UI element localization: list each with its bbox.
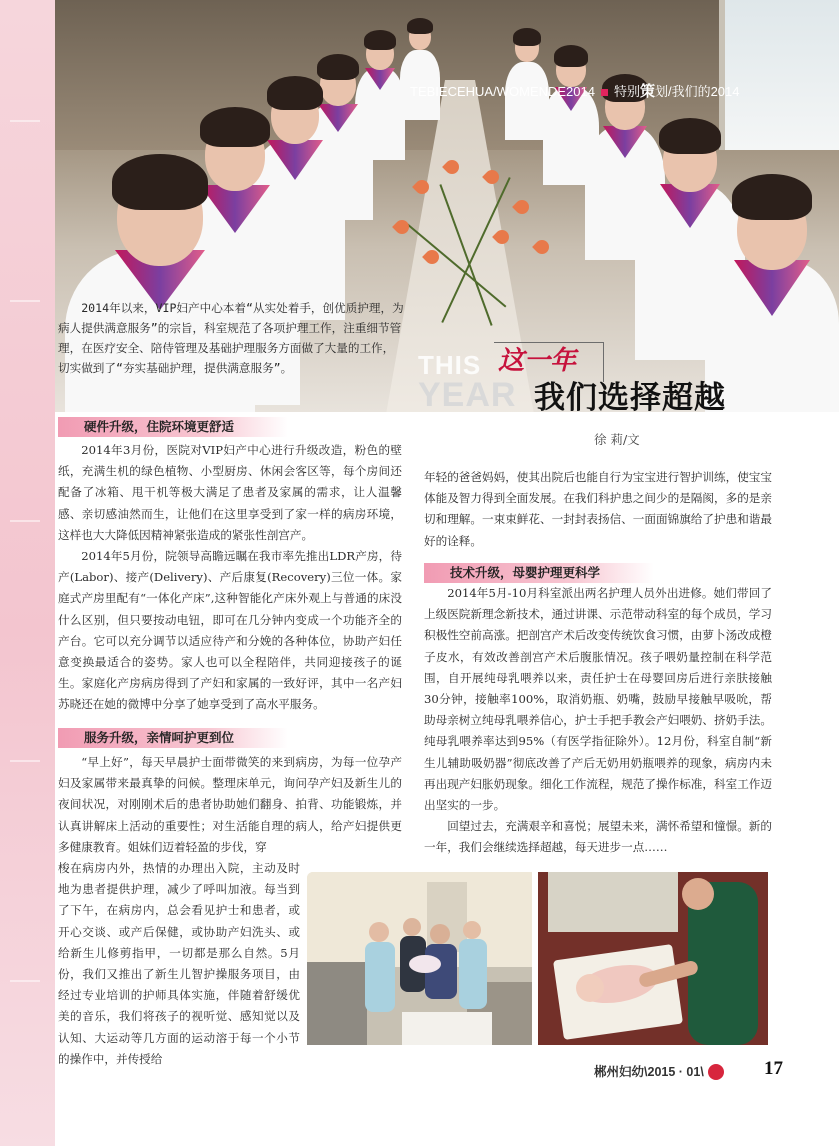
hardware-paragraph-1: 2014年3月份，医院对VIP妇产中心进行升级改造，粉色的壁纸，充满生机的绿色植物、小型厨房、休闲会客区等，每个房间还配备了冰箱、甩干机等极大满足了患者及家属的需求，让人温馨感、亲切感油然而生，让他们在这里享受到了家一样的病房环境，这样也大大降低因精神紧张造成的紧张性剖宫产。 — [58, 443, 402, 542]
journal-logo-icon — [708, 1064, 724, 1080]
section-heading-technology: 技术升级，母婴护理更科学 — [424, 563, 654, 583]
section-tag-en: TEBIECEHUA/WOMENDE2014 — [410, 84, 595, 99]
article-title — [418, 340, 828, 418]
hardware-paragraph-2: 2014年5月份，院领导高瞻远瞩在我市率先推出LDR产房，待产(Labor)、接产(Delivery)、产后康复(Recovery)三位一体。家庭式产房里配有“一体化产床”,这种智能化产床外观上与普通的床没什么区别，但只要按动电钮，即可在几分钟内变成一个功能齐全的产台。它可以充分调节以适应待产和分娩的各种体位，协助产妇任意变换最适合的姿势。家人也可以全程陪伴，共同迎接孩子的诞生。家庭化产房病房得到了产妇和家属的一致好评，其中一名产妇苏晓还在她的微博中分享了她享受到了高水平服务。 — [58, 549, 402, 712]
journal-name: 郴州妇幼 — [594, 1065, 645, 1079]
section-heading-hardware: 硬件升级，住院环境更舒适 — [58, 417, 288, 437]
section-heading-service: 服务升级，亲情呵护更到位 — [58, 728, 288, 748]
intro-text: 2014年以来，VIP妇产中心本着“从实处着手，创优质护理，为病人提供满意服务”的宗旨，科室规范了各项护理工作，注重细节管理，在医疗安全、陪侍管理及基础护理服务方面做了大量的工作，切实做到了“夯实基础护理，提供满意服务”。 — [58, 301, 404, 375]
technology-paragraph-2: 回望过去，充满艰辛和喜悦；展望未来，满怀希望和憧憬。新的一年，我们会继续选择超越，每天进步一点…… — [424, 819, 772, 855]
title-brush-text: 这一年 — [498, 346, 577, 376]
service-paragraph-2: 梭在病房内外，热情的办理出入院，主动及时地为患者提供护理，减少了呼叫加液。每当到了下午，在病房内，总会看见护士和患者，或开心交谈、或产后保健，或协助产妇洗头、或给新生儿修剪指甲，一切都是那么自然。5月份，我们又推出了新生儿智护操服务项目，由经过专业培训的护师具体实施，伴随着舒缓优美的音乐，我们将孩子的视听觉、感知觉以及认知、大运动等几方面的运动溶于每一个小节的操作中，并传授给 — [58, 861, 300, 1066]
right-column-part2 — [424, 583, 772, 859]
left-column-part2 — [58, 752, 402, 858]
intro-paragraph-block — [58, 298, 404, 378]
page-number: 17 — [764, 1058, 783, 1079]
title-year: YEAR — [418, 376, 517, 414]
section-tag-cn-suffix: 划/我们的2014 — [654, 84, 740, 99]
title-this: THIS — [418, 350, 482, 380]
service-paragraph-1: “早上好”，每天早晨护士面带微笑的来到病房，为每一位孕产妇及家属带来最真挚的问候。整理床单元，询问孕产妇及新生儿的夜间状况，对刚刚术后的患者协助她们翻身、拍背、功能锻炼，并认真讲解床上活动的重要性；对生活能自理的病人，给产妇提供更多健康教育。姐妹们迈着轻盈的步伐，穿 — [58, 755, 402, 854]
left-column-part3 — [58, 858, 300, 1070]
photo-newborn-care — [538, 872, 768, 1045]
technology-paragraph-1: 2014年5月-10月科室派出两名护理人员外出进修。她们带回了上级医院新理念新技术，通过讲课、示范带动科室的每个成员，学习积极性空前高涨。把剖宫产术后改变传统饮食习惯，由萝卜汤改成橙子皮水，有效改善剖宫产术后腹胀情况。孩子喂奶量控制在科学范围，自开展纯母乳喂养以来，责任护士在母婴回房后进行亲肤接触30分钟，接触率100%，取消奶瓶、奶嘴，鼓励早接触早吸吮，帮助母亲树立纯母乳喂养信心，护士手把手教会产妇喂奶、挤奶手法。纯母乳喂养率达到95%（有医学指征除外）。12月份，科室自制“新生儿辅助吸奶器”彻底改善了产后无奶用奶瓶喂养的现象，病房内未再出现产妇胀奶现象。细化工作流程，规范了操作标准，科室工作迈出坚实的一步。 — [424, 586, 772, 813]
author-byline: 徐 莉/文 — [594, 432, 640, 447]
section-tag-cn-accent: 策 — [639, 83, 655, 100]
service-paragraph-continued: 年轻的爸爸妈妈，使其出院后也能自行为宝宝进行智护训练，使宝宝体能及智力得到全面发展。在我们科护患之间少的是隔阂，多的是亲切和理解。一束束鲜花、一封封表扬信、一面面锦旗给了护患和谐最好的诠释。 — [424, 470, 772, 548]
photo-nurses-with-family — [307, 872, 532, 1045]
journal-footer: 郴州妇幼\2015 · 01\ — [594, 1062, 728, 1082]
journal-issue: 2015 · 01\ — [647, 1065, 704, 1079]
right-column-part1 — [424, 467, 772, 552]
left-column-part1 — [58, 440, 402, 716]
left-decorative-strip — [0, 0, 55, 1146]
section-header-tag — [410, 80, 740, 101]
tag-dot — [601, 89, 608, 96]
section-tag-cn-prefix: 特别 — [613, 84, 640, 99]
title-main: 我们选择超越 — [534, 380, 726, 416]
